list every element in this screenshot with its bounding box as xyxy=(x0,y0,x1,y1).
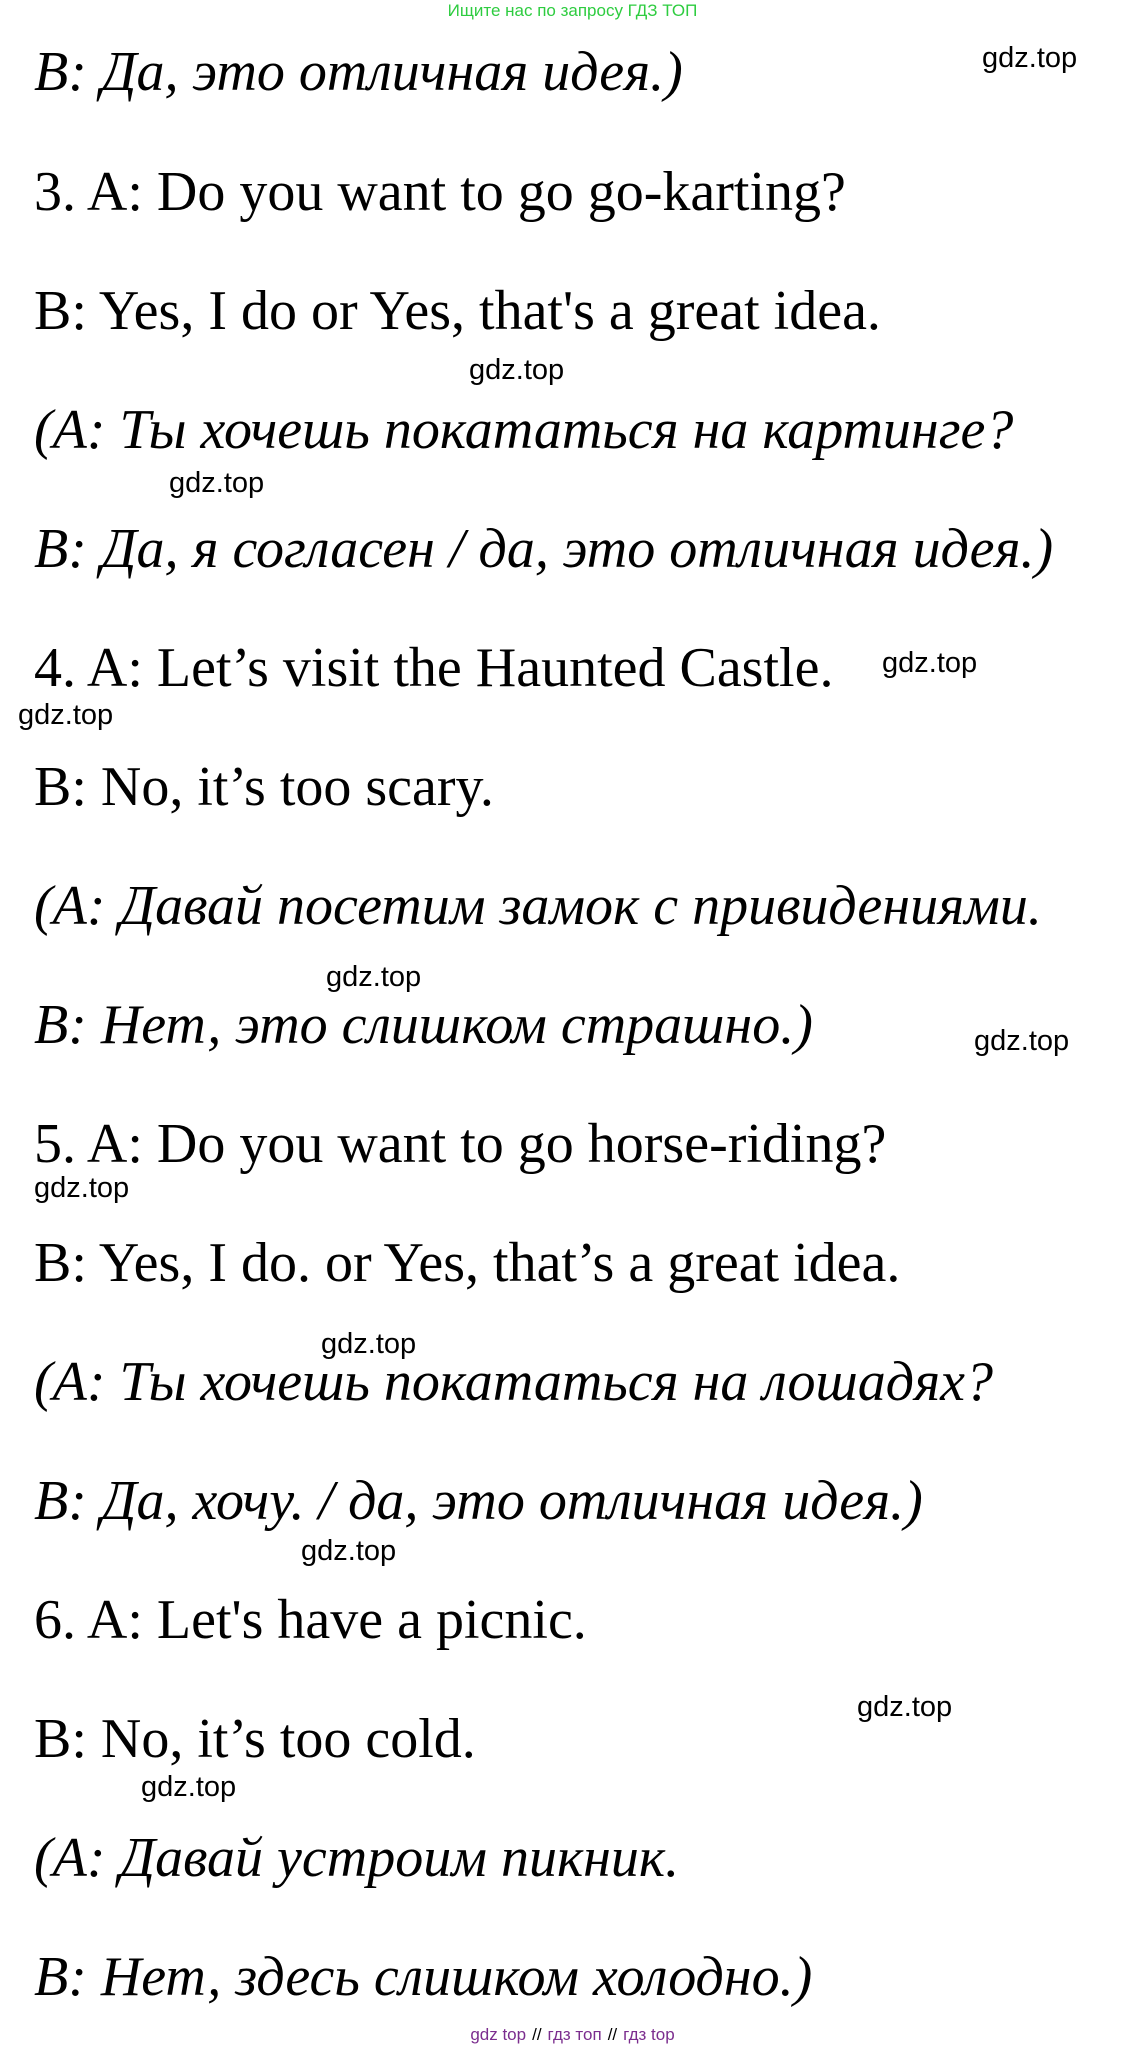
dialogue-line: B: No, it’s too cold. xyxy=(34,1708,476,1770)
dialogue-line: B: Yes, I do. or Yes, that’s a great idea. xyxy=(34,1232,901,1294)
watermark: gdz.top xyxy=(18,699,114,731)
dialogue-line: 5. A: Do you want to go horse-riding? xyxy=(34,1113,887,1175)
watermark: gdz.top xyxy=(141,1771,237,1803)
dialogue-line: (A: Ты хочешь покататься на картинге? xyxy=(34,399,1014,461)
watermark: gdz.top xyxy=(857,1691,953,1723)
dialogue-line: B: Да, хочу. / да, это отличная идея.) xyxy=(34,1470,923,1532)
dialogue-line: 3. A: Do you want to go go-karting? xyxy=(34,161,846,223)
dialogue-line: (A: Давай устроим пикник. xyxy=(34,1827,680,1889)
dialogue-line: B: Да, я согласен / да, это отличная идея.) xyxy=(34,518,1054,580)
footer-links xyxy=(0,2024,1145,2046)
dialogue-line: B: Yes, I do or Yes, that's a great idea. xyxy=(34,280,881,342)
top-banner: Ищите нас по запросу ГДЗ ТОП xyxy=(447,1,698,20)
footer-separator: // xyxy=(607,2025,618,2044)
watermark: gdz.top xyxy=(882,647,978,679)
watermark: gdz.top xyxy=(169,467,265,499)
dialogue-line: B: Нет, здесь слишком холодно.) xyxy=(34,1946,813,2008)
dialogue-line: B: Да, это отличная идея.) xyxy=(34,41,683,103)
dialogue-line: (A: Ты хочешь покататься на лошадях? xyxy=(34,1351,993,1413)
dialogue-line: 6. A: Let's have a picnic. xyxy=(34,1589,587,1651)
dialogue-line: 4. A: Let’s visit the Haunted Castle. xyxy=(34,637,834,699)
dialogue-line: B: Нет, это слишком страшно.) xyxy=(34,994,813,1056)
watermark: gdz.top xyxy=(974,1025,1070,1057)
footer-link[interactable]: гдз топ xyxy=(547,2025,602,2044)
footer-link[interactable]: gdz top xyxy=(470,2025,527,2044)
dialogue-line: (A: Давай посетим замок с привидениями. xyxy=(34,875,1042,937)
footer-separator: // xyxy=(532,2025,542,2044)
watermark: gdz.top xyxy=(34,1172,130,1204)
watermark: gdz.top xyxy=(326,961,422,993)
footer-link[interactable]: гдз top xyxy=(623,2025,675,2044)
watermark: gdz.top xyxy=(982,42,1078,74)
dialogue-line: B: No, it’s too scary. xyxy=(34,756,494,818)
watermark: gdz.top xyxy=(321,1328,417,1360)
watermark: gdz.top xyxy=(469,354,565,386)
watermark: gdz.top xyxy=(301,1535,397,1567)
